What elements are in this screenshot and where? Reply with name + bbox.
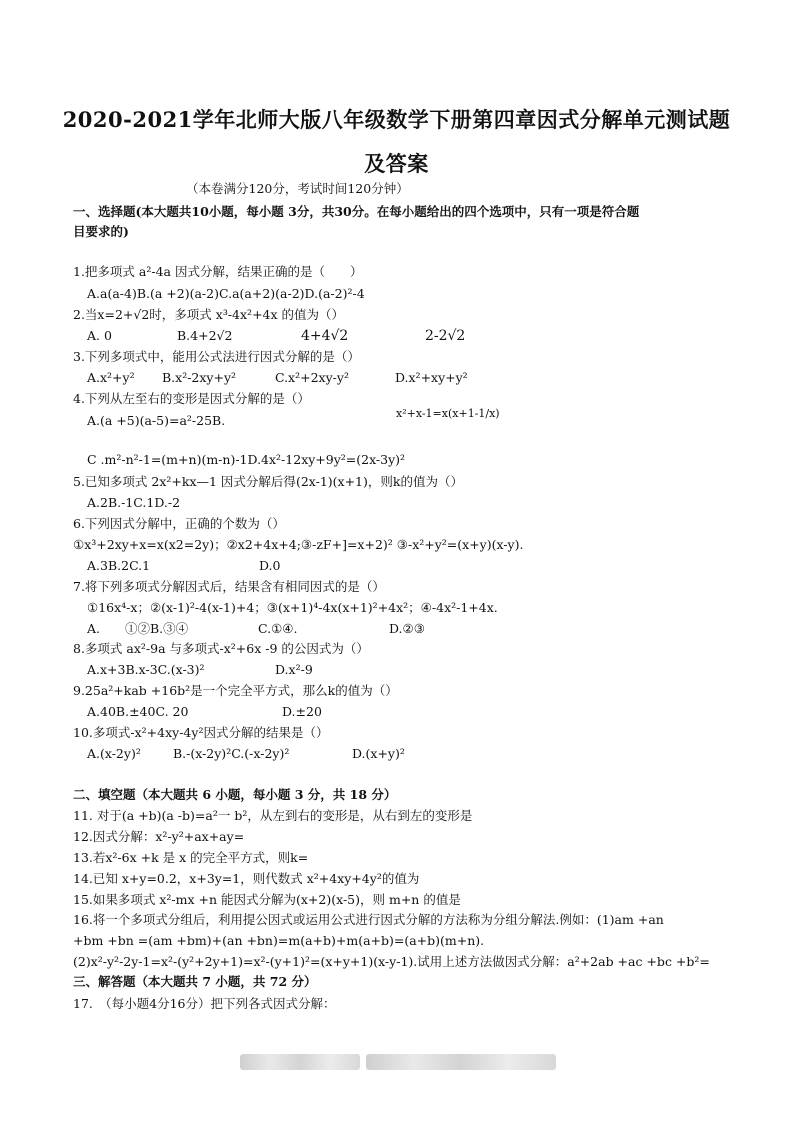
q4-option-ab: A.(a +5)(a-5)=a²-25B.: [87, 413, 226, 428]
q8-options: [87, 662, 313, 678]
section1-heading-cont: 目要求的): [73, 224, 129, 239]
q3-option-a: A.x²+y²: [87, 370, 135, 385]
q16-line2: +bm +bn =(am +bm)+(an +bn)=m(a+b)+m(a+b)=(a+b)(m+n).: [73, 933, 485, 948]
q15: 15.如果多项式 x²-mx +n 能因式分解为(x+2)(x-5)，则 m+n 的值是: [73, 892, 461, 907]
q7-items: ①16x⁴-x；②(x-1)²-4(x-1)+4；③(x+1)⁴-4x(x+1)²+4x²；④-4x²-1+4x.: [87, 600, 498, 615]
q6-items: ①x³+2xy+x=x(x2=2y)；②x2+4x+4;③-zF+]=x+2)² ③-x²+y²=(x+y)(x-y).: [73, 537, 524, 552]
q9-options: [87, 704, 322, 720]
q17: 17. （每小题4分16分）把下列各式因式分解：: [73, 996, 336, 1011]
q9-option-d: D.±20: [281, 704, 322, 719]
q8-stem: 8.多项式 ax²-9a 与多项式-x²+6x -9 的公因式为（）: [73, 641, 369, 656]
q3-option-b: B.x²-2xy+y²: [161, 370, 237, 385]
q10-options: [87, 746, 405, 762]
q13: 13.若x²-6x +k 是 x 的完全平方式，则k=: [73, 850, 309, 865]
q5-stem: 5.已知多项式 2x²+kx—1 因式分解后得(2x-1)(x+1)，则k的值为（）: [73, 474, 463, 489]
q4-stem: 4.下列从左至右的变形是因式分解的是（）: [73, 391, 310, 406]
blurred-footer-left: [240, 1054, 360, 1070]
q4-option-cd: C .m²-n²-1=(m+n)(m-n)-1D.4x²-12xy+9y²=(2x-3y)²: [87, 452, 406, 467]
q14: 14.已知 x+y=0.2，x+3y=1，则代数式 x²+4xy+4y²的值为: [73, 871, 420, 886]
q6-option-abc: A.3B.2C.1: [87, 558, 151, 573]
q2-option-a: A. 0: [87, 328, 112, 343]
page-title-line1: 2020-2021学年北师大版八年级数学下册第四章因式分解单元测试题: [62, 107, 731, 132]
blurred-footer-right: [366, 1054, 556, 1070]
q2-option-b: B.4+2√2: [176, 328, 233, 343]
q3-option-c: C.x²+2xy-y²: [274, 370, 349, 385]
q6-options: [87, 558, 281, 574]
q7-options: [87, 621, 425, 637]
q8-option-abc: A.x+3B.x-3C.(x-3)²: [87, 662, 205, 677]
q3-stem: 3.下列多项式中，能用公式法进行因式分解的是（）: [73, 349, 360, 364]
q5-options: A.2B.-1C.1D.-2: [87, 495, 181, 510]
q10-stem: 10.多项式-x²+4xy-4y²因式分解的结果是（）: [73, 725, 329, 740]
page-title-line2: 及答案: [364, 151, 429, 176]
q3-options: [87, 370, 468, 386]
q7-stem: 7.将下列多项式分解因式后，结果含有相同因式的是（）: [73, 579, 385, 594]
q1-stem: 1.把多项式 a²-4a 因式分解，结果正确的是（ ）: [73, 264, 363, 279]
q8-option-d: D.x²-9: [274, 662, 313, 677]
q7-option-d: D.②③: [388, 621, 425, 636]
q2-option-d: 2-2√2: [424, 328, 466, 344]
q2-option-c: 4+4√2: [300, 328, 349, 344]
q10-option-d: D.(x+y)²: [351, 746, 405, 761]
section1-heading: 一、选择题(本大题共10小题，每小题 3分，共30分。在每小题给出的四个选项中，只有一项是符合题: [73, 204, 640, 219]
section3-heading: 三、解答题（本大题共 7 小题，共 72 分）: [73, 974, 317, 989]
section2-heading: 二、填空题（本大题共 6 小题，每小题 3 分，共 18 分）: [73, 787, 397, 802]
q4-option-b-text: x²+x-1=x(x+1-1/x): [396, 407, 500, 420]
q4-option-b-expression: [396, 406, 500, 422]
q12: 12.因式分解：x²-y²+ax+ay=: [73, 829, 245, 844]
q6-option-d: D.0: [258, 558, 281, 573]
q16-line1: 16.将一个多项式分组后，利用提公因式或运用公式进行因式分解的方法称为分组分解法.例如：(1)am +an: [73, 912, 664, 927]
q2-stem: 2.当x=2+√2时，多项式 x³-4x²+4x 的值为（）: [73, 307, 345, 322]
q16-line3: (2)x²-y²-2y-1=x²-(y²+2y+1)=x²-(y+1)²=(x+y+1)(x-y-1).试用上述方法做因式分解：a²+2ab +ac +bc +b²=: [73, 954, 710, 969]
q6-stem: 6.下列因式分解中，正确的个数为（）: [73, 516, 285, 531]
q10-option-bc: B.-(x-2y)²C.(-x-2y)²: [172, 746, 290, 761]
q10-option-a: A.(x-2y)²: [87, 746, 141, 761]
q2-options: [87, 328, 647, 344]
exam-subtitle: （本卷满分120分，考试时间120分钟）: [186, 181, 409, 196]
q9-option-abc: A.40B.±40C. 20: [87, 704, 189, 719]
q7-option-ab: A. ①②B.③④: [87, 621, 189, 636]
q1-options: A.a(a-4)B.(a +2)(a-2)C.a(a+2)(a-2)D.(a-2)²-4: [87, 286, 365, 301]
q3-option-d: D.x²+xy+y²: [394, 370, 468, 385]
q7-option-c: C.①④.: [257, 621, 298, 636]
q9-stem: 9.25a²+kab +16b²是一个完全平方式，那么k的值为（）: [73, 683, 398, 698]
q11: 11. 对于(a +b)(a -b)=a²一 b²，从左到右的变形是，从右到左的变形是: [73, 808, 473, 823]
